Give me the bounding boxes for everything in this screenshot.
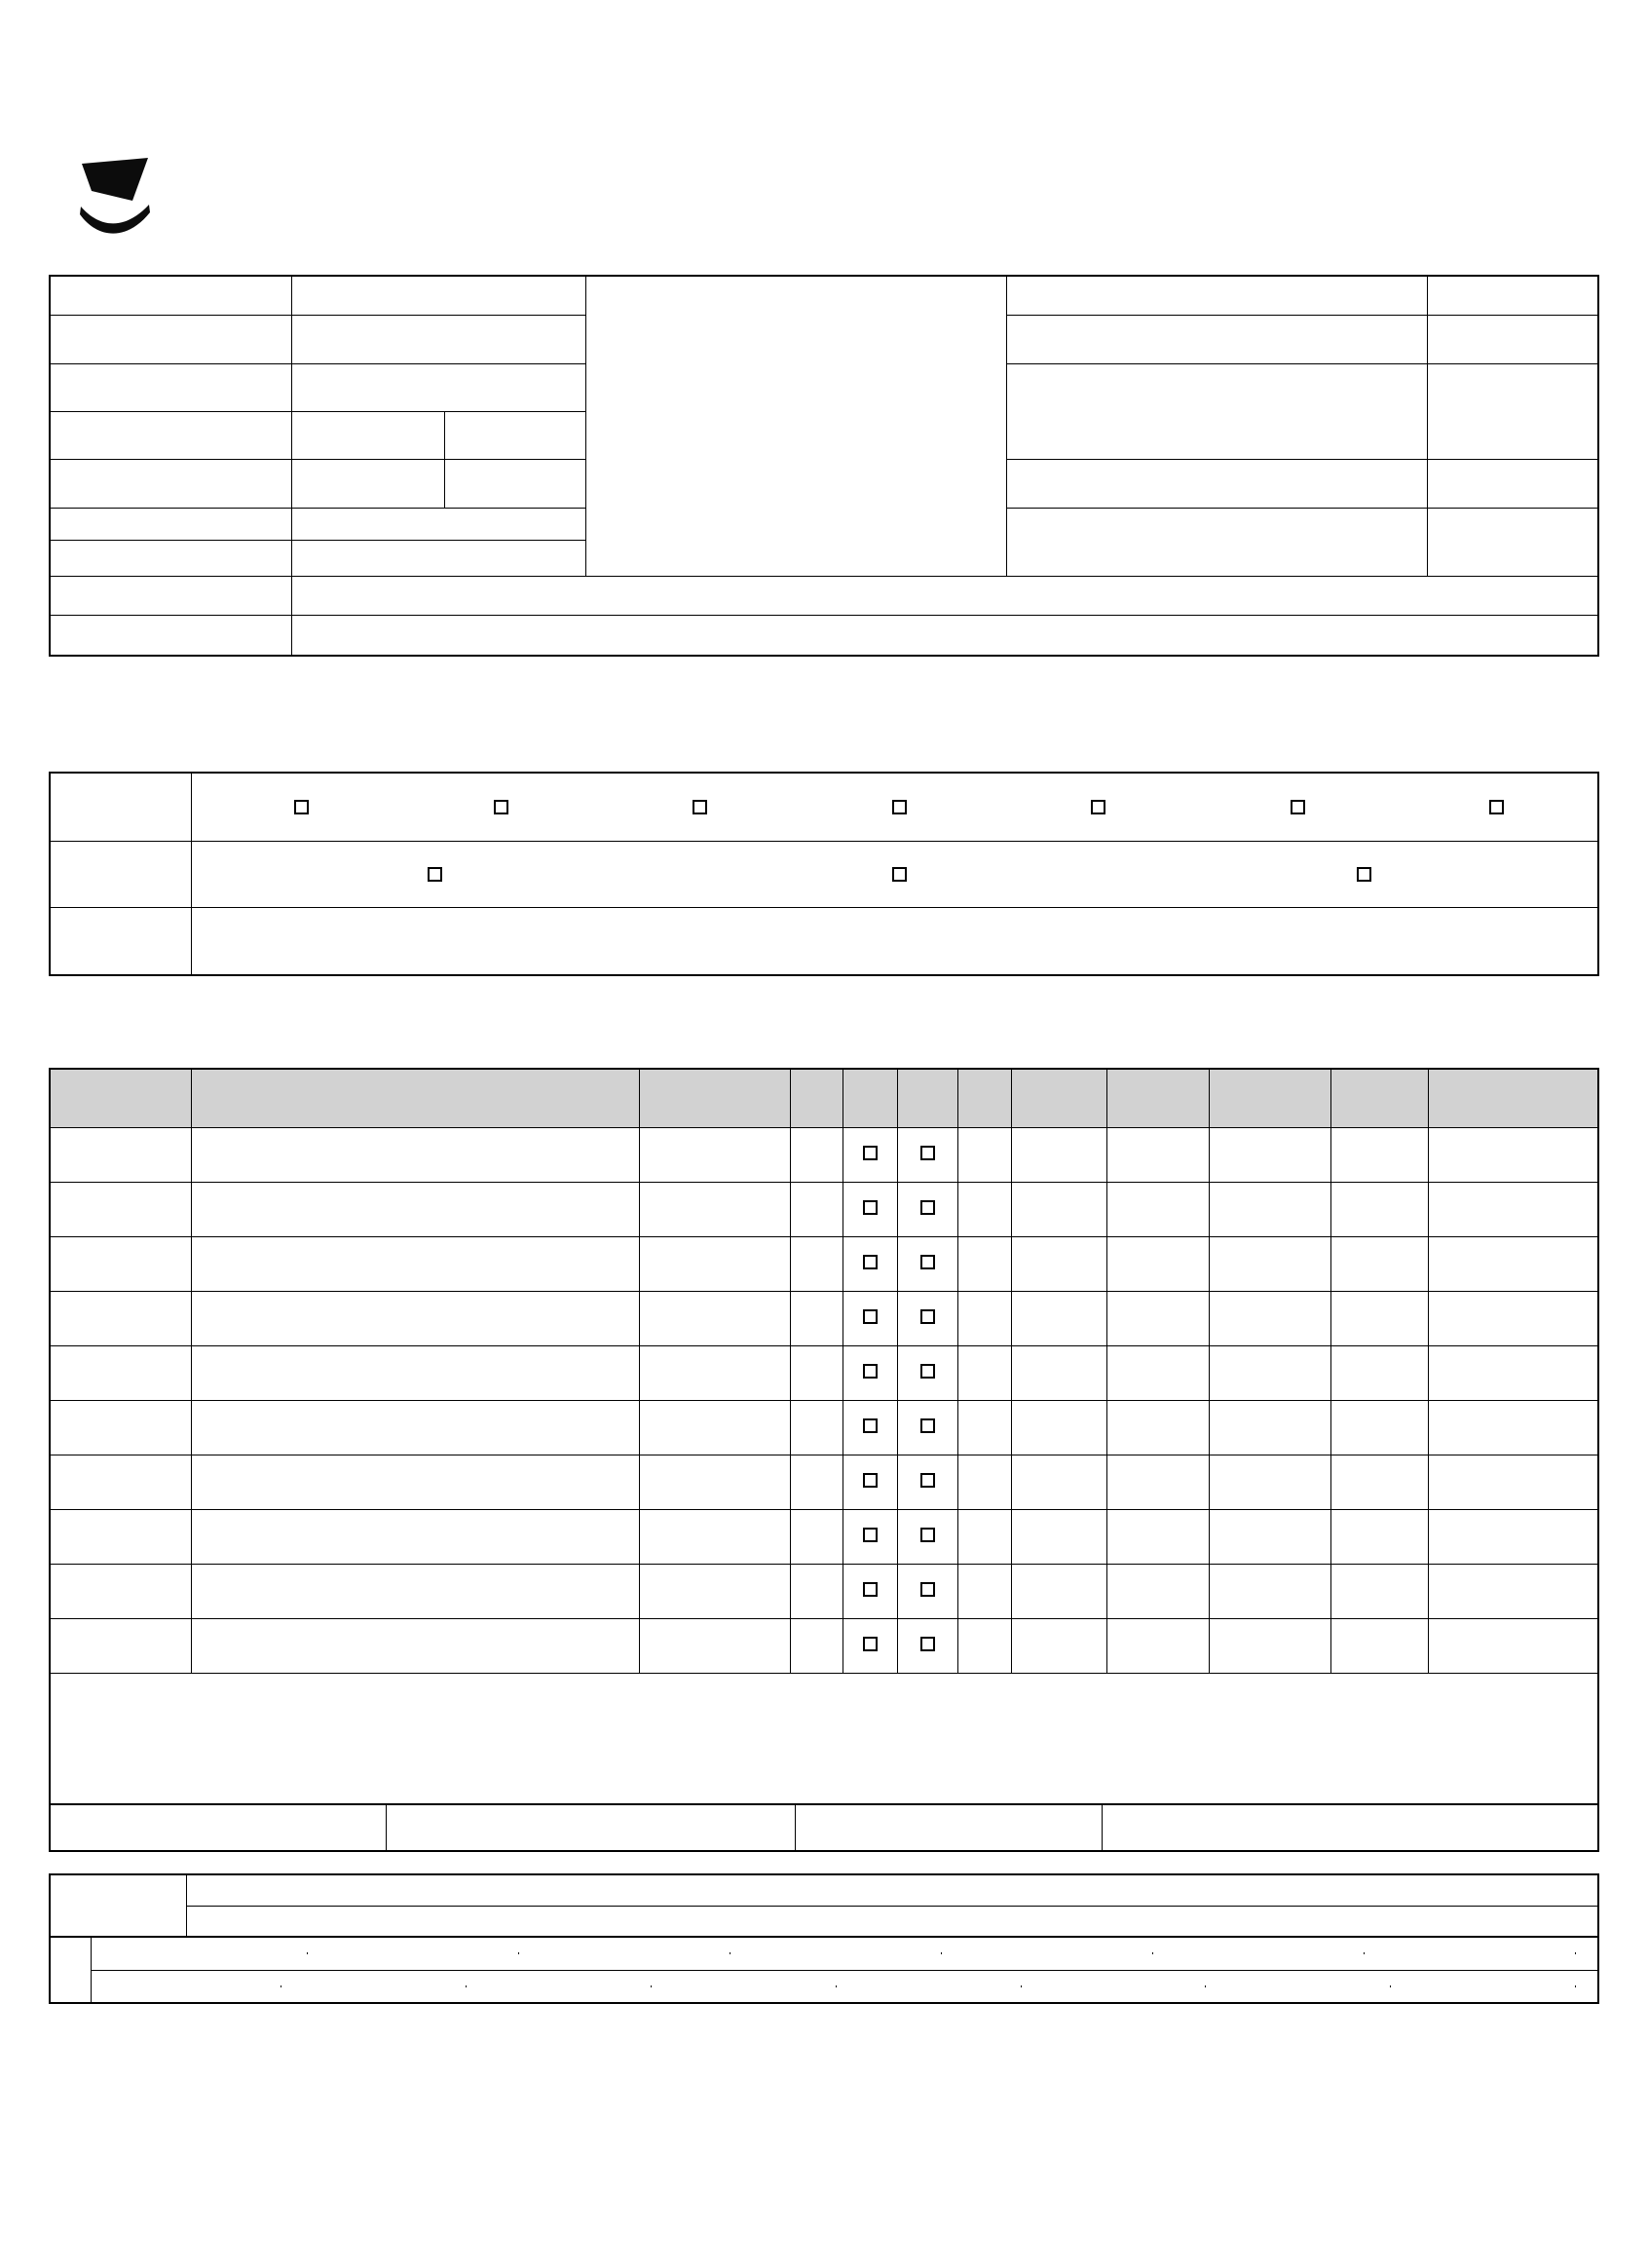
- company-logo: [78, 156, 162, 249]
- document-transmittal-page: [0, 146, 1648, 2268]
- cell-poi: [1209, 1564, 1330, 1618]
- cell-title: [191, 1455, 639, 1509]
- from-label-cell: [50, 459, 291, 508]
- cell-paper: [897, 1618, 957, 1673]
- cell-rev: [790, 1455, 843, 1509]
- file-checkbox: [863, 1418, 878, 1433]
- cell-cd: [957, 1236, 1011, 1291]
- documents-table: [49, 1068, 1599, 1805]
- phase-options: [191, 841, 1598, 907]
- cell-poi: [1209, 1509, 1330, 1564]
- cell-doc-type: [639, 1509, 790, 1564]
- doc-date-label: [50, 363, 291, 411]
- cell-size: [1011, 1236, 1106, 1291]
- checkbox-mechanical: [892, 800, 907, 814]
- table-row: [50, 1182, 1598, 1236]
- cell-cd: [957, 1618, 1011, 1673]
- cell-paper: [897, 1455, 957, 1509]
- fa-legend-side-label-cell: [50, 1937, 91, 2003]
- legend-item: [1364, 1952, 1380, 1954]
- file-checkbox: [863, 1200, 878, 1215]
- table-row: [50, 1127, 1598, 1182]
- legend-item: [518, 1952, 535, 1954]
- cell-file: [843, 1182, 897, 1236]
- table-row: [50, 1564, 1598, 1618]
- cell-size: [1011, 1618, 1106, 1673]
- department-option: [882, 800, 907, 814]
- cell-size: [1011, 1291, 1106, 1345]
- cell-paper: [897, 1182, 957, 1236]
- from-role: [444, 459, 585, 508]
- cell-title: [191, 1345, 639, 1400]
- letter-no-label-cell: [50, 540, 291, 576]
- cell-file: [843, 1127, 897, 1182]
- jv-value: [1006, 459, 1427, 508]
- cell-size: [1011, 1455, 1106, 1509]
- cell-prev-transmittal: [1428, 1400, 1598, 1455]
- cell-title: [191, 1618, 639, 1673]
- paper-checkbox: [920, 1364, 935, 1379]
- cell-prev-status: [1330, 1618, 1428, 1673]
- attn-label-cell: [50, 576, 291, 615]
- cell-pages: [1106, 1618, 1209, 1673]
- cell-paper: [897, 1400, 957, 1455]
- legend-item: [651, 1985, 667, 1987]
- poi-legend-line-2: [186, 1906, 1598, 1937]
- letter-date-label: [50, 315, 291, 363]
- table-row: [50, 1236, 1598, 1291]
- client-label: [1427, 315, 1598, 363]
- cell-prev-transmittal: [1428, 1236, 1598, 1291]
- cell-prev-status: [1330, 1509, 1428, 1564]
- cell-doc-type: [639, 1400, 790, 1455]
- cc-label-cell: [50, 615, 291, 656]
- legend-item: [97, 1985, 113, 1987]
- cell-prev-status: [1330, 1345, 1428, 1400]
- cell-doc-type: [639, 1455, 790, 1509]
- paper-checkbox: [920, 1582, 935, 1597]
- header-paper: [897, 1069, 957, 1127]
- header-cd: [957, 1069, 1011, 1127]
- paper-checkbox: [920, 1200, 935, 1215]
- department-options: [191, 773, 1598, 841]
- cell-poi: [1209, 1236, 1330, 1291]
- attn-value: [291, 576, 1598, 615]
- cell-size: [1011, 1182, 1106, 1236]
- checkbox-civil: [693, 800, 707, 814]
- header-prev-transmittal: [1428, 1069, 1598, 1127]
- discipline-label: [50, 907, 191, 975]
- header-no: [50, 1069, 191, 1127]
- paper-checkbox: [920, 1255, 935, 1269]
- cell-no: [50, 1618, 191, 1673]
- header-rev: [790, 1069, 843, 1127]
- cell-no: [50, 1127, 191, 1182]
- header-doc-type: [639, 1069, 790, 1127]
- page-header: [49, 146, 1599, 273]
- header-poi: [1209, 1069, 1330, 1127]
- checkbox-during-execution: [892, 867, 907, 882]
- department-option: [484, 800, 508, 814]
- cell-rev: [790, 1509, 843, 1564]
- cell-doc-type: [639, 1291, 790, 1345]
- project-name: [585, 276, 1006, 576]
- file-checkbox: [863, 1364, 878, 1379]
- phase-option: [1347, 867, 1371, 882]
- file-checkbox: [863, 1146, 878, 1160]
- legend-item: [1575, 1985, 1592, 1987]
- department-option: [1081, 800, 1105, 814]
- cell-file: [843, 1509, 897, 1564]
- cell-paper: [897, 1509, 957, 1564]
- cell-prev-transmittal: [1428, 1564, 1598, 1618]
- paper-checkbox: [920, 1473, 935, 1488]
- cell-prev-status: [1330, 1455, 1428, 1509]
- cell-file: [843, 1618, 897, 1673]
- cell-size: [1011, 1127, 1106, 1182]
- notes-empty-area: [50, 1673, 1598, 1804]
- transmittal-no-value: [291, 276, 585, 315]
- checkbox-post-execution: [1357, 867, 1371, 882]
- cell-prev-transmittal: [1428, 1509, 1598, 1564]
- legend-item: [281, 1985, 297, 1987]
- cell-paper: [897, 1291, 957, 1345]
- cell-rev: [790, 1345, 843, 1400]
- cell-prev-status: [1330, 1236, 1428, 1291]
- legend-item: [1021, 1985, 1037, 1987]
- table-row: [50, 1400, 1598, 1455]
- logo-mark-icon: [78, 156, 152, 249]
- cell-prev-status: [1330, 1127, 1428, 1182]
- file-checkbox: [863, 1309, 878, 1324]
- cell-prev-transmittal: [1428, 1127, 1598, 1182]
- phase-label: [50, 841, 191, 907]
- cell-cd: [957, 1291, 1011, 1345]
- cell-file: [843, 1564, 897, 1618]
- transmittal-info-table: [49, 275, 1599, 657]
- cell-cd: [957, 1455, 1011, 1509]
- header-size: [1011, 1069, 1106, 1127]
- cell-prev-status: [1330, 1564, 1428, 1618]
- header-file: [843, 1069, 897, 1127]
- cell-pages: [1106, 1291, 1209, 1345]
- doc-type-label-cell: [50, 508, 291, 540]
- doc-date-value: [291, 363, 585, 411]
- cell-title: [191, 1291, 639, 1345]
- design-manager-label: [1427, 363, 1598, 459]
- legend-item: [1390, 1985, 1406, 1987]
- cell-doc-type: [639, 1236, 790, 1291]
- cell-size: [1011, 1509, 1106, 1564]
- to-label-cell: [50, 411, 291, 459]
- file-checkbox: [863, 1637, 878, 1651]
- discipline-value: [191, 907, 1598, 975]
- cell-prev-transmittal: [1428, 1455, 1598, 1509]
- paper-checkbox: [920, 1309, 935, 1324]
- department-option: [1281, 800, 1305, 814]
- cell-file: [843, 1236, 897, 1291]
- cell-pages: [1106, 1127, 1209, 1182]
- file-checkbox: [863, 1528, 878, 1542]
- cell-poi: [1209, 1618, 1330, 1673]
- phase-option: [418, 867, 442, 882]
- cell-doc-type: [639, 1564, 790, 1618]
- checkbox-nezarat: [494, 800, 508, 814]
- table-row: [50, 1345, 1598, 1400]
- cell-no: [50, 1345, 191, 1400]
- table-row: [50, 1509, 1598, 1564]
- cell-no: [50, 1455, 191, 1509]
- cell-prev-status: [1330, 1291, 1428, 1345]
- cell-doc-type: [639, 1182, 790, 1236]
- paper-checkbox: [920, 1146, 935, 1160]
- cell-cd: [957, 1400, 1011, 1455]
- legend-item: [730, 1952, 746, 1954]
- cell-paper: [897, 1127, 957, 1182]
- cell-prev-status: [1330, 1400, 1428, 1455]
- cell-poi: [1209, 1291, 1330, 1345]
- header-pages: [1106, 1069, 1209, 1127]
- cell-rev: [790, 1564, 843, 1618]
- cell-prev-transmittal: [1428, 1345, 1598, 1400]
- cell-poi: [1209, 1127, 1330, 1182]
- approved-by-cell: [1102, 1804, 1598, 1851]
- legend-item: [97, 1952, 113, 1954]
- cell-prev-transmittal: [1428, 1291, 1598, 1345]
- contractor-label: [1427, 508, 1598, 576]
- cell-title: [191, 1236, 639, 1291]
- cell-file: [843, 1455, 897, 1509]
- phase-option: [882, 867, 907, 882]
- contractor-value: [1006, 508, 1427, 576]
- fa-legend-row-2: [91, 1970, 1598, 2003]
- checked-by-cell: [795, 1804, 1102, 1851]
- cell-prev-transmittal: [1428, 1182, 1598, 1236]
- contract-no-label: [1427, 276, 1598, 315]
- cell-rev: [790, 1127, 843, 1182]
- cell-poi: [1209, 1182, 1330, 1236]
- cell-rev: [790, 1182, 843, 1236]
- file-checkbox: [863, 1582, 878, 1597]
- cell-doc-type: [639, 1618, 790, 1673]
- cell-file: [843, 1400, 897, 1455]
- cell-rev: [790, 1400, 843, 1455]
- cell-cd: [957, 1127, 1011, 1182]
- documents-header-row: [50, 1069, 1598, 1127]
- paper-checkbox: [920, 1637, 935, 1651]
- cell-poi: [1209, 1345, 1330, 1400]
- cell-title: [191, 1127, 639, 1182]
- client-value: [1006, 315, 1427, 363]
- cell-paper: [897, 1345, 957, 1400]
- cell-pages: [1106, 1182, 1209, 1236]
- legend-item: [466, 1985, 482, 1987]
- poi-legend-label: [50, 1874, 186, 1937]
- cell-title: [191, 1564, 639, 1618]
- cell-pages: [1106, 1455, 1209, 1509]
- from-person: [291, 459, 444, 508]
- classification-table: [49, 772, 1599, 976]
- cell-size: [1011, 1400, 1106, 1455]
- cell-no: [50, 1291, 191, 1345]
- cell-title: [191, 1400, 639, 1455]
- fa-legend-row-1: [91, 1937, 1598, 1970]
- table-row: [50, 1618, 1598, 1673]
- cell-pages: [1106, 1509, 1209, 1564]
- department-option: [683, 800, 707, 814]
- signatures-table: [49, 1803, 1599, 1852]
- contract-no-value: [1006, 276, 1427, 315]
- department-option: [284, 800, 309, 814]
- letter-no-value: [291, 540, 585, 576]
- cell-size: [1011, 1345, 1106, 1400]
- cell-prev-status: [1330, 1182, 1428, 1236]
- checkbox-pre-execution: [428, 867, 442, 882]
- cell-poi: [1209, 1400, 1330, 1455]
- cell-no: [50, 1509, 191, 1564]
- legend-item: [307, 1952, 323, 1954]
- cell-rev: [790, 1236, 843, 1291]
- header-title: [191, 1069, 639, 1127]
- letter-date-value: [291, 315, 585, 363]
- checkbox-memari: [1489, 800, 1504, 814]
- legend-item: [1205, 1985, 1221, 1987]
- file-checkbox: [863, 1255, 878, 1269]
- paper-checkbox: [920, 1418, 935, 1433]
- cell-no: [50, 1400, 191, 1455]
- cell-doc-type: [639, 1127, 790, 1182]
- prepared-by-cell: [50, 1804, 386, 1851]
- issued-by-cell: [386, 1804, 795, 1851]
- to-role: [444, 411, 585, 459]
- cell-no: [50, 1236, 191, 1291]
- table-row: [50, 1291, 1598, 1345]
- cell-cd: [957, 1564, 1011, 1618]
- cell-cd: [957, 1345, 1011, 1400]
- department-option: [1479, 800, 1504, 814]
- legend-item: [836, 1985, 852, 1987]
- cell-size: [1011, 1564, 1106, 1618]
- cell-title: [191, 1182, 639, 1236]
- cell-pages: [1106, 1236, 1209, 1291]
- cell-pages: [1106, 1345, 1209, 1400]
- department-label: [50, 773, 191, 841]
- file-checkbox: [863, 1473, 878, 1488]
- checkbox-electrical: [1091, 800, 1105, 814]
- poi-legend-table: [49, 1873, 1599, 1938]
- cell-cd: [957, 1509, 1011, 1564]
- doc-type-value-cell: [291, 508, 585, 540]
- cell-no: [50, 1564, 191, 1618]
- checkbox-project-control: [294, 800, 309, 814]
- cell-prev-transmittal: [1428, 1618, 1598, 1673]
- design-manager-value: [1006, 363, 1427, 459]
- cell-rev: [790, 1618, 843, 1673]
- cell-file: [843, 1291, 897, 1345]
- cell-poi: [1209, 1455, 1330, 1509]
- cell-paper: [897, 1564, 957, 1618]
- to-person: [291, 411, 444, 459]
- cell-doc-type: [639, 1345, 790, 1400]
- cell-no: [50, 1182, 191, 1236]
- jv-label: [1427, 459, 1598, 508]
- legend-item: [941, 1952, 957, 1954]
- cell-pages: [1106, 1400, 1209, 1455]
- cell-title: [191, 1509, 639, 1564]
- poi-legend-line-1: [186, 1874, 1598, 1906]
- legend-item: [1152, 1952, 1169, 1954]
- checkbox-sazeh: [1291, 800, 1305, 814]
- fa-legend-table: [49, 1936, 1599, 2004]
- table-row: [50, 1455, 1598, 1509]
- paper-checkbox: [920, 1528, 935, 1542]
- header-prev-status: [1330, 1069, 1428, 1127]
- cc-value: [291, 615, 1598, 656]
- cell-cd: [957, 1182, 1011, 1236]
- cell-rev: [790, 1291, 843, 1345]
- transmittal-no-label: [50, 276, 291, 315]
- legend-item: [1575, 1952, 1592, 1954]
- cell-file: [843, 1345, 897, 1400]
- cell-pages: [1106, 1564, 1209, 1618]
- cell-paper: [897, 1236, 957, 1291]
